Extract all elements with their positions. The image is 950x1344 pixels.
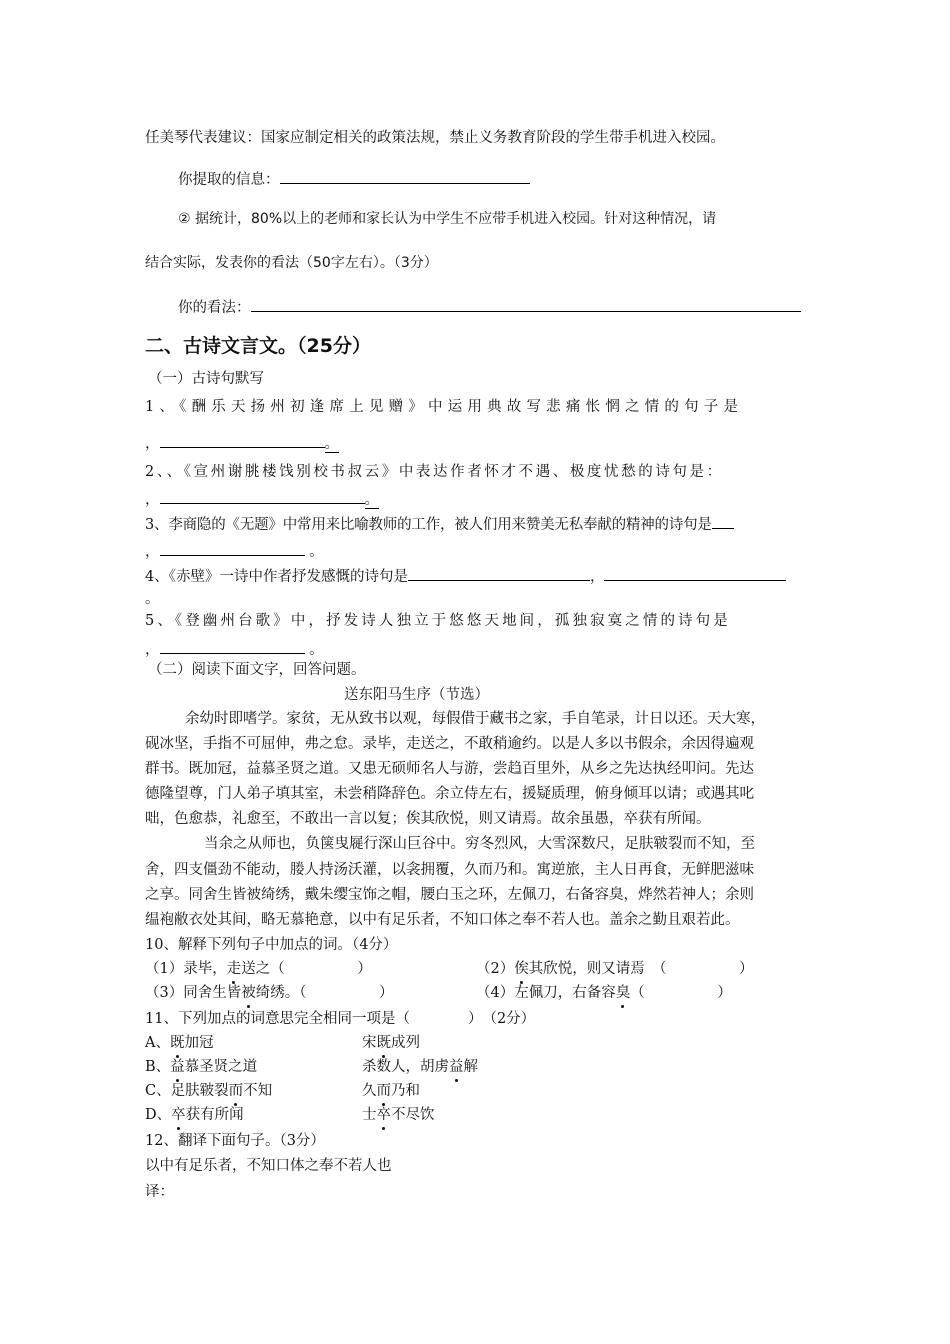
q1-blank[interactable] (160, 431, 325, 448)
q11-c-left-dotted: 而 (228, 1083, 244, 1099)
q2-end: 。 (364, 492, 379, 508)
q4-end: 。 (145, 591, 160, 607)
opinion-prompt (178, 295, 801, 318)
q3-text: 3、李商隐的《无题》中常用来比喻教师的工作，被人们用来赞美无私奉献的精神的诗句是 (145, 517, 712, 533)
q2-line2: 结合实际，发表你的看法（50字左右）。（3分） (145, 255, 438, 271)
q2-blank[interactable] (160, 487, 365, 504)
q3-end: 。 (309, 544, 324, 560)
q10-4-dotted: 臭 (615, 985, 631, 1001)
q5-comma: ， (145, 642, 160, 658)
q10-item-4 (476, 983, 732, 1003)
section-heading: 二、古诗文言文。（25分） (145, 335, 371, 357)
suggestion-text: 任美琴代表建议：国家应制定相关的政策法规，禁止义务教育阶段的学生带手机进入校园。 (145, 130, 725, 146)
q10-2-pre: （2） (476, 961, 515, 977)
poetry-q5: 5、《登幽州台歌》中，抒发诗人独立于悠悠天地间，孤独寂寞之情的诗句是 (145, 613, 731, 629)
passage-line: 之享。同舍生皆被绮绣，戴朱缨宝饰之帽，腰白玉之环，左佩刀，右备容臭，烨然若神人；余则 (145, 887, 754, 903)
q4-text: 4、《赤壁》一诗中作者抒发感慨的诗句是 (145, 569, 408, 585)
q10-item-2 (476, 959, 753, 979)
q4-comma: ， (589, 569, 605, 585)
info-label: 你提取的信息： (178, 172, 280, 188)
q11-b-right-dotted: 益 (449, 1059, 464, 1075)
passage-line: 砚冰坚，手指不可屈伸，弗之怠。录毕，走送之，不敢稍逾约。以是人多以书假余，余因得遍观 (145, 736, 754, 752)
q10-3-pre: （3）同舍生皆 (145, 985, 242, 1001)
q2-line1: ② 据统计，80%以上的老师和家长认为中学生不应带手机进入校园。针对这种情况，请 (178, 211, 717, 227)
q5-blank[interactable] (160, 637, 305, 654)
q11-c-right-dotted: 而 (376, 1083, 391, 1099)
subsection-poetry: （一）古诗句默写 (148, 371, 264, 387)
q12-sentence: 以中有足乐者，不知口体之奉不若人也 (145, 1158, 392, 1174)
info-prompt (178, 167, 530, 190)
q11-option-a-right: 宋既成列 (362, 1035, 420, 1051)
passage-line: 缊袍敝衣处其间，略无慕艳意，以中有足乐者，不知口体之奉不若人也。盖余之勤且艰若此。 (145, 912, 740, 928)
q11-d-left-dotted: 卒 (171, 1107, 186, 1123)
q12-heading: 12、翻译下面句子。（3分） (145, 1133, 325, 1149)
q10-4-post: （ ） (630, 985, 732, 1001)
poetry-q2: 2、、《宣州谢朓楼饯别校书叔云》中表达作者怀才不遇、极度忧愁的诗句是： (145, 464, 724, 480)
q2-comma: ， (145, 492, 160, 508)
poetry-q3 (145, 512, 734, 535)
q11-option-a-left: A、既加冠 (145, 1035, 214, 1051)
poetry-q5-answer (145, 637, 324, 660)
poetry-q1: 1、《酬乐天扬州初逢席上见赠》中运用典故写悲痛怅惘之情的句子是 (145, 399, 744, 415)
q11-a-left-dotted: 既 (169, 1035, 185, 1051)
q11-option-c-right: 久而乃和 (362, 1083, 420, 1099)
q10-item-3 (145, 983, 393, 1003)
q4-blank-b[interactable] (604, 564, 786, 581)
poetry-q2-answer (145, 487, 379, 510)
q11-option-d-left: D、卒获有所闻 (145, 1107, 244, 1123)
q10-1-dotted: 走 (226, 961, 242, 977)
q3-blank-a[interactable] (712, 512, 734, 529)
q10-3-post: 绮绣。（ ） (255, 985, 394, 1001)
q12-translation-label: 译： (145, 1184, 174, 1200)
q1-end: 。 (324, 436, 339, 452)
poetry-q4 (145, 564, 786, 587)
passage-line: 当余之从师也，负箧曳屣行深山巨谷中。穷冬烈风，大雪深数尺，足肤皲裂而不知，至 (204, 836, 755, 852)
passage-title: 送东阳马生序（节选） (344, 687, 489, 703)
q11-option-b-right: 杀数人，胡虏益解 (362, 1059, 478, 1075)
q10-heading: 10、解释下列句子中加点的词。（4分） (145, 937, 398, 953)
passage-line: 咄，色愈恭，礼愈至，不敢出一言以复；俟其欣悦，则又请焉。故余虽愚，卒获有所闻。 (145, 811, 711, 827)
q10-4-pre: （4）左佩刀，右备容 (476, 985, 616, 1001)
q10-2-post: 其欣悦，则又请焉 （ ） (528, 961, 754, 977)
q11-option-b-left: B、益慕圣贤之道 (145, 1059, 258, 1075)
q11-b-left-dotted: 益 (170, 1059, 185, 1075)
q10-2-dotted: 俟 (514, 961, 529, 977)
q10-3-dotted: 被 (241, 985, 256, 1001)
q10-1-pre: （1）录毕， (145, 961, 227, 977)
opinion-label: 你的看法： (178, 300, 251, 316)
q10-1-post: 送之（ ） (241, 961, 372, 977)
q5-end: 。 (309, 642, 324, 658)
q11-option-c-left: C、足肤皲裂而不知 (145, 1083, 273, 1099)
poetry-q3-answer (145, 539, 324, 562)
passage-line: 余幼时即嗜学。家贫，无从致书以观，每假借于藏书之家，手自笔录，计日以还。天大寒， (185, 711, 765, 727)
q1-comma: ， (145, 436, 160, 452)
passage-line: 德隆望尊，门人弟子填其室，未尝稍降辞色。余立侍左右，援疑质理，俯身倾耳以请；或遇其叱 (145, 786, 754, 802)
q11-heading: 11、下列加点的词意思完全相同一项是（ ） （2分） (145, 1011, 536, 1027)
info-answer-blank[interactable] (280, 167, 530, 184)
q3-comma: ， (145, 544, 160, 560)
q11-option-d-right: 士卒不尽饮 (362, 1107, 435, 1123)
q11-d-right-dotted: 卒 (376, 1107, 391, 1123)
passage-line: 群书。既加冠，益慕圣贤之道。又患无硕师名人与游，尝趋百里外，从乡之先达执经叩问。先达 (145, 761, 754, 777)
subsection-reading: （二）阅读下面文字，回答问题。 (148, 662, 366, 678)
q11-a-right-dotted: 既 (376, 1035, 391, 1051)
opinion-answer-blank[interactable] (251, 295, 801, 312)
q4-blank-a[interactable] (408, 564, 590, 581)
q10-item-1 (145, 959, 372, 979)
poetry-q1-answer (145, 431, 339, 454)
passage-line: 舍，四支僵劲不能动，媵人持汤沃灌，以衾拥覆，久而乃和。寓逆旅，主人日再食，无鲜肥滋味 (145, 862, 754, 878)
q3-blank-b[interactable] (160, 539, 305, 556)
